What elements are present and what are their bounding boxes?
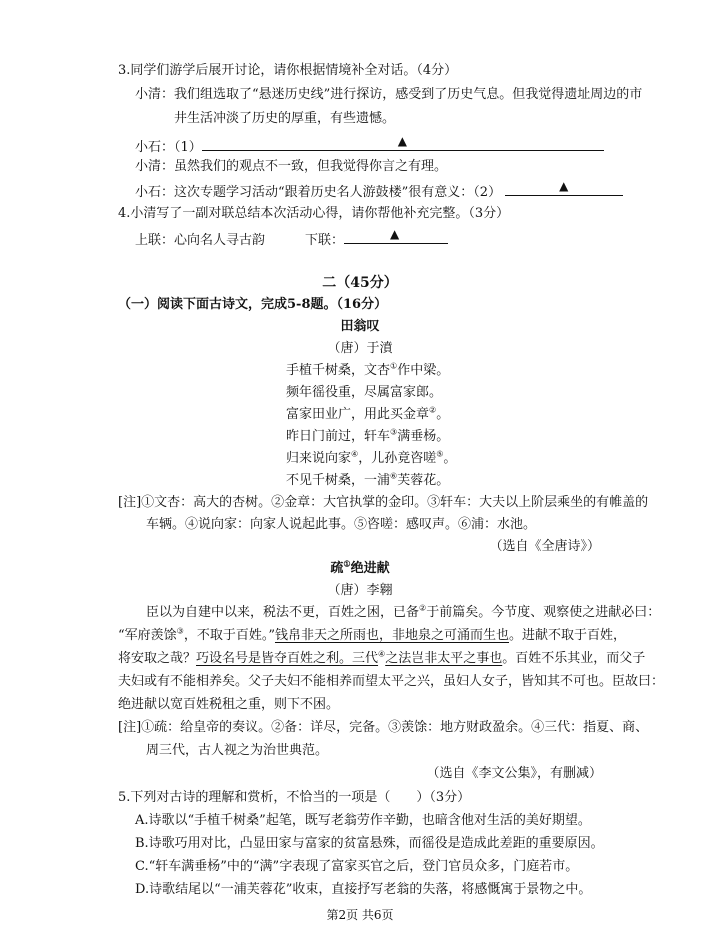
poem-line-3a: 富家田业广，用此买金章 [286, 407, 430, 422]
prose-line-2a: “军府羡馀 [118, 628, 177, 643]
q3-dialogue-qing-2: 小清：虽然我们的观点不一致，但我觉得你言之有理。 [135, 159, 448, 174]
poem-line-1a: 手植千树桑，文杏 [286, 363, 391, 378]
prose-line-1b: 于前篇矣。今节度、观察使之进献必曰： [426, 605, 661, 620]
q5-option-d[interactable]: D.诗歌结尾以“一浦芙蓉花”收束，直接抒写老翁的失落，将感慨寓于景物之中。 [135, 882, 592, 897]
q4-couplet [135, 229, 448, 250]
prose-note-a: [注]①疏：给皇帝的奏议。②备：详尽，完备。③羡馀：地方财政盈余。④三代：指夏、商、 [118, 720, 649, 735]
poem-note-b: 车辆。④说向家：向家人说起此事。⑤咨嗟：感叹声。⑥浦：水池。 [146, 517, 537, 532]
poem-line-4a: 昨日门前过，轩车 [286, 429, 391, 444]
q3-title: 3.同学们游学后展开讨论，请你根据情境补全对话。（4分） [118, 63, 458, 78]
answer-marker-icon: ▲ [390, 227, 400, 241]
poem-note-a: [注]①文杏：高大的杏树。②金章：大官执掌的金印。③轩车：大夫以上阶层乘坐的有帷盖的 [118, 495, 649, 510]
poem-line-5 [286, 450, 456, 468]
q5-stem: 5.下列对古诗的理解和赏析，不恰当的一项是（ ）（3分） [118, 790, 471, 805]
note-ref-3: ③ [390, 427, 398, 437]
q3-dialogue-qing-1b: 井生活冲淡了历史的厚重，有些遗憾。 [174, 111, 396, 126]
poem-line-4b: 满垂杨。 [397, 429, 450, 444]
q5-option-c[interactable]: C.“轩车满垂杨”中的“满”字表现了富家买官之后，登门官员众多，门庭若市。 [135, 859, 579, 874]
poem-line-6a: 不见千树桑，一浦 [286, 473, 391, 488]
prose-note-ref-2: ② [419, 603, 427, 613]
poem-line-4 [286, 428, 449, 446]
section-2-heading: 二（45分） [322, 275, 398, 291]
answer-marker-icon: ▲ [559, 179, 569, 193]
q4-upper-line: 上联：心向名人寻古韵 [135, 233, 266, 248]
q3-answer-blank-2[interactable] [505, 181, 623, 196]
q3-shi-2-label: 小石：这次专题学习活动“跟着历史名人游鼓楼”很有意义：（2） [135, 185, 502, 200]
poem-line-1b: 作中梁。 [397, 363, 450, 378]
section-2-part-1: （一）阅读下面古诗文，完成5-8题。（16分） [118, 297, 388, 312]
poem-dynasty-author: （唐）于濆 [327, 341, 393, 356]
poem-source: （选自《全唐诗》） [489, 539, 600, 554]
q4-answer-blank[interactable] [344, 229, 448, 244]
q4-lower-label: 下联： [305, 233, 345, 248]
prose-underlined-sentence-2c: 之法岂非太平之事也 [385, 651, 503, 666]
poem-line-6 [286, 472, 449, 490]
note-ref-6: ⑥ [390, 471, 398, 481]
prose-note-ref-1: ① [343, 558, 351, 569]
page-footer: 第2页 共6页 [326, 908, 394, 922]
prose-line-1a: 臣以为自建中以来，税法不更，百姓之困，已备 [146, 605, 420, 620]
prose-source: （选自《李文公集》，有删减） [426, 766, 602, 781]
q3-dialogue-shi-1 [135, 136, 604, 157]
prose-underlined-sentence-2a: 巧设名号是皆夺百姓之利 [196, 651, 340, 666]
poem-line-5a: 归来说向家 [286, 451, 352, 466]
prose-title-b: 绝进献 [350, 561, 390, 576]
poem-line-1 [286, 362, 449, 380]
prose-line-3e: 。百姓不乐其业，而父子 [502, 651, 646, 666]
prose-line-2b: ，不取于百姓。” [183, 628, 275, 643]
poem-line-5b: ，儿孙竟咨嗟 [358, 451, 437, 466]
poem-line-5c: 。 [443, 451, 457, 466]
note-ref-2: ② [429, 405, 437, 415]
prose-line-3a: 将安取之哉？ [118, 651, 197, 666]
prose-author: （唐）李翱 [327, 583, 393, 598]
prose-line-2 [118, 627, 626, 645]
prose-line-3 [118, 650, 645, 668]
poem-title: 田翁叹 [340, 319, 380, 334]
prose-note-ref-3: ③ [176, 626, 184, 636]
q4-title: 4.小清写了一副对联总结本次活动心得，请你帮他补充完整。（3分） [118, 206, 510, 221]
note-ref-4: ④ [351, 449, 359, 459]
prose-line-2d: 。进献不取于百姓， [509, 628, 627, 643]
prose-underlined-sentence-2b: 。三代 [339, 651, 379, 666]
prose-line-1 [146, 604, 660, 622]
q3-dialogue-shi-2 [135, 181, 623, 202]
note-ref-1: ① [390, 361, 398, 371]
q3-dialogue-qing-1a: 小清：我们组选取了“悬迷历史线”进行探访，感受到了历史气息。但我觉得遗址周边的市 [135, 87, 643, 102]
prose-note-ref-4: ④ [378, 649, 386, 659]
q5-option-a[interactable]: A.诗歌以“手植千树桑”起笔，既写老翁劳作辛勤，也暗含他对生活的美好期望。 [135, 813, 591, 828]
q3-answer-blank-1[interactable] [202, 136, 604, 151]
prose-line-4: 夫妇或有不能相养矣。父子夫妇不能相养而望太平之兴，虽妇人女子，皆知其不可也。臣故曰： [118, 674, 665, 689]
answer-marker-icon: ▲ [397, 134, 408, 148]
prose-note-b: 周三代，古人视之为治世典范。 [146, 743, 329, 758]
note-ref-5: ⑤ [436, 449, 444, 459]
poem-line-2: 频年徭役重，尽属富家郎。 [286, 385, 443, 400]
poem-line-6b: 芙蓉花。 [397, 473, 450, 488]
prose-title [0, 560, 720, 578]
q5-option-b[interactable]: B.诗歌巧用对比，凸显田家与富家的贫富悬殊，而徭役是造成此差距的重要原因。 [135, 836, 604, 851]
q3-shi-1-label: 小石：（1） [135, 140, 202, 155]
poem-line-3: 富家田业广，用此买金章②。 [286, 405, 450, 422]
prose-title-a: 疏 [330, 561, 344, 576]
prose-line-5: 绝进献以宽百姓税租之重，则下不困。 [118, 697, 340, 712]
prose-underlined-sentence-1: 钱帛非天之所雨也，非地泉之可涌而生也 [274, 628, 509, 643]
